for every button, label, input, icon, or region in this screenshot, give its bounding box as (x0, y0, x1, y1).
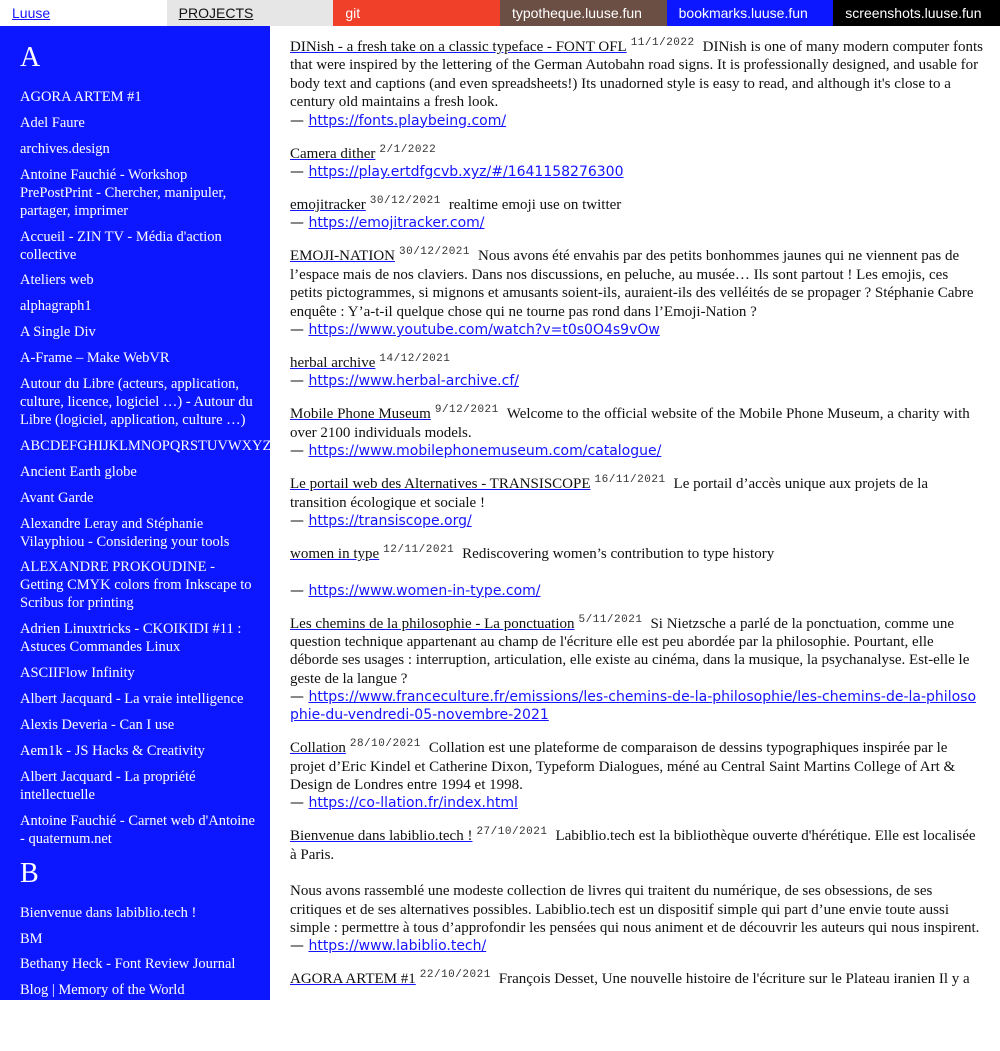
bookmark-title-link[interactable]: women in type (290, 546, 380, 563)
bookmark-date: 30/12/2021 (399, 246, 471, 259)
bookmark-title-link[interactable]: herbal archive (290, 355, 376, 372)
index-letter-list (20, 88, 272, 848)
bookmark-url-row (290, 582, 984, 600)
em-dash: — (290, 513, 304, 530)
em-dash: — (290, 443, 304, 460)
bookmark-date: 27/10/2021 (476, 826, 548, 839)
bookmark-description: Collation est une plateforme de comparaison de dessins typographiques inspirée par le projet d’Eric Kindel et Catherine Dixon, Typeform Dialogues, méné au Central Saint Martins College of Art & Design de Londres entre 1994 et 1998. (290, 740, 956, 793)
sidebar-bookmark-link[interactable]: Blog | Memory of the World (20, 982, 185, 999)
sidebar-bookmark-link[interactable]: Albert Jacquard - La propriété intellectuelle (20, 768, 196, 803)
bookmark-entry (290, 545, 984, 599)
bookmark-url-link[interactable]: https://fonts.playbeing.com/ (308, 112, 507, 129)
bookmark-description: Nous avons été envahis par des petits bonhommes jaunes qui ne viennent pas de l’espace mais de nos claviers. Dans nos discussions, en peluche, au musée… Ils sont partout ! Les emojis, ces petits pictogrammes, si mignons et amusants soient-ils, auraient-ils des velléités de se propager ? Stéphanie Cabre enquête : Y’a-t-il quelque chose qui ne tourne pas rond dans l’Emoji-Nation ? (290, 248, 974, 320)
em-dash: — (290, 112, 304, 129)
em-dash: — (290, 582, 304, 599)
sidebar-bookmark-link[interactable]: Aem1k - JS Hacks & Creativity (20, 742, 205, 759)
sidebar-bookmark-link[interactable]: AGORA ARTEM #1 (20, 89, 142, 105)
bookmark-summary (290, 827, 984, 864)
em-dash: — (290, 938, 304, 955)
bookmark-description: Labiblio.tech est la bibliothèque ouverte d'hérétique. Elle est localisée à Paris. (290, 828, 976, 863)
bookmark-summary (290, 405, 984, 442)
bookmark-summary (290, 38, 984, 112)
bookmark-url-row (290, 512, 984, 530)
top-tab-bookmarks-luuse-fun[interactable]: bookmarks.luuse.fun (667, 0, 834, 26)
sidebar-bookmark-link[interactable]: Alexandre Leray and Stéphanie Vilayphiou - Considering your tools (20, 515, 230, 550)
bookmark-description: DINish is one of many modern computer fonts that were inspired by the lettering of the German Autobahn road signs. It is professionally designed, and usable for body text and captions (and even spreadsheets!) Its unadorned style is easy to read, and although it's close to a century old maintains a fresh look. (290, 39, 983, 111)
bookmark-url-link[interactable]: https://www.labiblio.tech/ (308, 938, 487, 955)
bookmark-entry (290, 827, 984, 955)
bookmark-summary (290, 739, 984, 794)
bookmark-title-link[interactable]: DINish - a fresh take on a classic typeface - FONT OFL (290, 39, 627, 55)
bookmark-url-row (290, 794, 984, 812)
top-navigation-bar (0, 0, 1000, 26)
sidebar-bookmark-link[interactable]: ABCDEFGHIJKLMNOPQRSTUVWXYZ (20, 437, 272, 454)
bookmark-summary (290, 545, 984, 563)
bookmark-date: 9/12/2021 (434, 404, 499, 417)
bookmark-url-link[interactable]: https://www.youtube.com/watch?v=t0s0O4s9vOw (308, 322, 660, 339)
bookmark-title-link[interactable]: Collation (290, 740, 346, 757)
bookmark-entry (290, 970, 984, 988)
bookmark-entry (290, 739, 984, 812)
top-tab-typotheque-luuse-fun[interactable]: typotheque.luuse.fun (500, 0, 667, 26)
bookmark-summary (290, 145, 984, 163)
sidebar-bookmark-link[interactable]: Bienvenue dans labiblio.tech ! (20, 904, 197, 921)
bookmark-entry (290, 38, 984, 130)
bookmark-index-sidebar (0, 26, 272, 1051)
em-dash: — (290, 164, 304, 181)
bookmark-url-link[interactable]: https://www.mobilephonemuseum.com/catalogue/ (308, 443, 662, 460)
bookmark-description: Rediscovering women’s contribution to type history (462, 546, 775, 563)
top-tab-projects[interactable]: PROJECTS (167, 0, 334, 26)
sidebar-bookmark-link[interactable]: Avant Garde (20, 489, 94, 506)
bookmark-description: Le portail d’accès unique aux projets de la transition écologique et sociale ! (290, 476, 929, 511)
em-dash: — (290, 322, 304, 339)
sidebar-bookmark-link[interactable]: Bethany Heck - Font Review Journal (20, 956, 236, 973)
bookmark-description-extra: Nous avons rassemblé une modeste collection de livres qui traitent du numérique, de ses obsessions, de ses critiques et de ses alternatives possibles. Labiblio.tech est un dispositif simple qui part d’une envie toute aussi simple : permettre à tous d’approfondir les pensées qui nous animent et de découvrir les auteurs qui nous inspirent. (290, 883, 980, 936)
sidebar-bookmark-link[interactable]: Accueil - ZIN TV - Média d'action collective (20, 228, 222, 263)
bookmark-url-row (290, 688, 984, 724)
bookmark-entry (290, 475, 984, 530)
bookmark-summary (290, 196, 984, 214)
bookmark-title-link[interactable]: Bienvenue dans labiblio.tech ! (290, 828, 473, 845)
sidebar-bookmark-link[interactable]: Autour du Libre (acteurs, application, culture, licence, logiciel …) - Autour du Libre (logiciel, application, culture …) (20, 376, 253, 429)
sidebar-bookmark-link[interactable]: A-Frame – Make WebVR (20, 350, 170, 367)
spacer (290, 564, 984, 582)
bookmark-summary (290, 970, 984, 988)
bookmark-summary (290, 247, 984, 321)
bookmark-entry (290, 247, 984, 339)
em-dash: — (290, 215, 304, 232)
sidebar-bookmark-link[interactable]: archives.design (20, 140, 110, 157)
bookmark-url-link[interactable]: https://emojitracker.com/ (308, 215, 485, 232)
bookmark-title-link[interactable]: emojitracker (290, 197, 366, 214)
bookmark-summary (290, 354, 984, 372)
sidebar-bookmark-link[interactable]: BM (20, 930, 43, 947)
bookmark-entry (290, 196, 984, 232)
em-dash: — (290, 795, 304, 812)
bookmark-url-link[interactable]: https://co-llation.fr/index.html (308, 795, 518, 812)
sidebar-bookmark-link[interactable]: Bibliothèque Anarchiste (20, 1008, 161, 1025)
sidebar-bookmark-link[interactable]: ALEXANDRE PROKOUDINE - Getting CMYK colors from Inkscape to Scribus for printing (20, 559, 252, 612)
bookmark-title-link[interactable]: Camera dither (290, 145, 376, 162)
sidebar-bookmark-link[interactable]: Adrien Linuxtricks - CKOIKIDI #11 : Astuces Commandes Linux (20, 621, 242, 656)
sidebar-bookmark-link[interactable]: Alexis Deveria - Can I use (20, 717, 175, 734)
sidebar-bookmark-link[interactable]: ASCIIFlow Infinity (20, 665, 135, 682)
bookmark-date: 5/11/2021 (578, 613, 643, 626)
bookmark-url-row (290, 112, 984, 130)
index-letter-list (20, 904, 256, 1051)
bookmark-url-row (290, 442, 984, 460)
bookmark-description: realtime emoji use on twitter (448, 197, 622, 214)
bookmark-title-link[interactable]: EMOJI-NATION (290, 248, 395, 265)
bookmark-date: 14/12/2021 (379, 353, 451, 366)
top-tab-git[interactable]: git (333, 0, 500, 26)
bookmark-entry (290, 405, 984, 460)
bookmark-title-link[interactable]: AGORA ARTEM #1 (290, 971, 416, 988)
bookmark-date: 16/11/2021 (594, 474, 666, 487)
top-tab-screenshots-luuse-fun[interactable]: screenshots.luuse.fun (833, 0, 1000, 26)
sidebar-bookmark-link[interactable]: Bibliothèque Virtuelle de Typographie (20, 1034, 243, 1051)
sidebar-bookmark-link[interactable]: Antoine Fauchié - Workshop PrePostPrint - Chercher, manipuler, partager, imprimer (20, 166, 227, 219)
bookmark-date: 12/11/2021 (383, 544, 455, 557)
bookmark-date: 2/1/2022 (379, 143, 437, 156)
bookmark-title-link[interactable]: Mobile Phone Museum (290, 406, 431, 423)
bookmark-date: 28/10/2021 (349, 738, 421, 751)
top-tab-luuse[interactable]: Luuse (0, 0, 167, 26)
bookmark-url-row (290, 214, 984, 232)
bookmark-list (270, 26, 1000, 1000)
bookmark-url-link[interactable]: https://transiscope.org/ (308, 513, 472, 530)
sidebar-bookmark-link[interactable]: A Single Div (20, 324, 96, 341)
bookmark-date: 30/12/2021 (369, 195, 441, 208)
bookmark-description: Welcome to the official website of the Mobile Phone Museum, a charity with over 2100 individuals models. (290, 406, 970, 441)
bookmark-description: François Desset, Une nouvelle histoire de l'écriture sur le Plateau iranien Il y a (498, 971, 970, 988)
bookmark-entry (290, 145, 984, 181)
sidebar-bookmark-link[interactable]: Albert Jacquard - La vraie intelligence (20, 691, 244, 708)
sidebar-bookmark-link[interactable]: alphagraph1 (20, 298, 92, 315)
bookmark-title-link[interactable]: Le portail web des Alternatives - TRANSISCOPE (290, 476, 591, 493)
sidebar-bookmark-link[interactable]: Adel Faure (20, 114, 85, 131)
bookmark-date: 11/1/2022 (630, 37, 695, 49)
bookmark-title-link[interactable]: Les chemins de la philosophie - La ponctuation (290, 615, 575, 632)
bookmark-summary (290, 615, 984, 689)
bookmark-url-link[interactable]: https://play.ertdfgcvb.xyz/#/1641158276300 (308, 164, 624, 181)
bookmark-entry (290, 615, 984, 725)
bookmark-url-link[interactable]: https://www.herbal-archive.cf/ (308, 373, 519, 390)
index-letter-heading: B (20, 857, 39, 889)
em-dash: — (290, 373, 304, 390)
sidebar-bookmark-link[interactable]: Antoine Fauchié - Carnet web d'Antoine - quaternum.net (20, 812, 255, 847)
em-dash: — (290, 689, 304, 706)
bookmark-url-row (290, 937, 984, 955)
bookmark-url-link[interactable]: https://www.women-in-type.com/ (308, 582, 541, 599)
bookmark-summary (290, 475, 984, 512)
index-letter-heading: A (20, 42, 41, 73)
bookmark-date: 22/10/2021 (419, 969, 491, 982)
bookmark-url-link[interactable]: https://www.franceculture.fr/emissions/les-chemins-de-la-philosophie/les-chemins-de-la-philosophie-du-vendredi-05-novembre-2021 (290, 689, 977, 724)
sidebar-bookmark-link[interactable]: Ateliers web (20, 272, 94, 289)
bookmark-url-row (290, 321, 984, 339)
bookmark-url-row (290, 372, 984, 390)
bookmark-url-row (290, 163, 984, 181)
bookmark-entry (290, 354, 984, 390)
bookmark-description: Si Nietzsche a parlé de la ponctuation, comme une question technique appartenant au champ de l'écriture elle est peu abordée par la philosophie. Pourtant, elle déborde ses usages : interruption, articulation, elle existe au cinéma, dans la musique, la psychanalyse. Est-elle le geste de la langue ? (290, 615, 970, 687)
sidebar-bookmark-link[interactable]: Ancient Earth globe (20, 463, 137, 480)
